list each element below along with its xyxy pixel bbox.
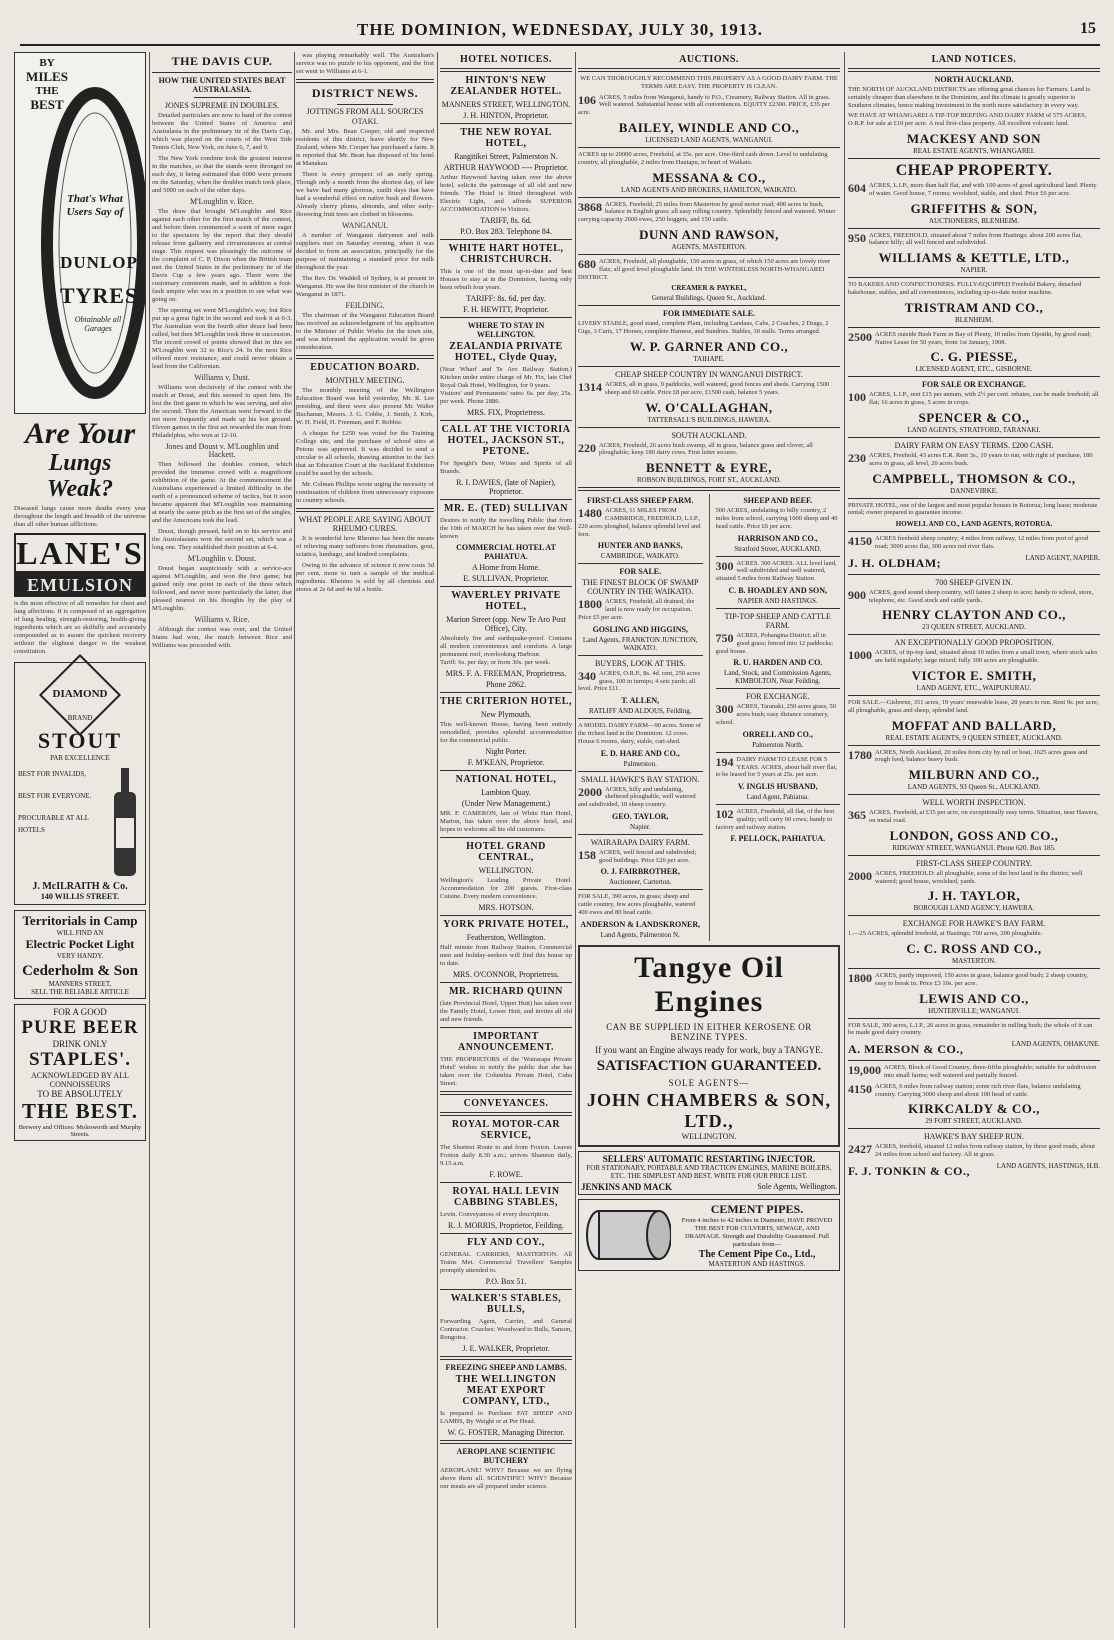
section-heading: CHEAP PROPERTY. — [895, 161, 1053, 179]
land-notices-heading: LAND NOTICES. — [931, 54, 1017, 65]
davis-cup-sub-1: HOW THE UNITED STATES BEAT AUSTRALASIA. — [158, 76, 286, 94]
column-district-news — [296, 52, 434, 1628]
paragraph: Detailed particulars are now to hand of the contest between the United States of America and Australasia in the preliminary tie of the Davis Cup, which was played on the courts of the West Side Tennis Club, New York, on June 6, 7, and 9. — [152, 112, 292, 151]
agent-name: LONDON, GOSS AND CO., — [889, 827, 1059, 843]
match-heading: M'Loughlin v. Doust. — [187, 554, 257, 563]
section-heading: NORTH AUCKLAND. — [934, 75, 1014, 84]
land-entry: PRIVATE HOTEL, one of the largest and most popular houses in Rotorua; long lease; moderate rental; owner prepared to guarantee income. — [848, 501, 1098, 517]
auction-subcolumn-right: SHEEP AND BEEF. 500 ACRES, undulating to hilly country, 2 miles from school, carrying 1000 sheep and 40 head cattle. Price £6 per acre. HARRISON AND CO., Stratford Street, AUCKLAND. 300 ACRES. 300 ACRES. ALL level land, well subdivided and well watered, situated 5 miles from Railway Station. C. B. HOADLEY AND SON, NAPIER AND HASTINGS. TIP-TOP SHEEP AND CATTLE FARM. 750 ACRES, Pohangina District; all in good grass; fenced into 12 paddocks; good house. R. U. HARDEN AND CO. Land, Stock, and Commission Agents, KIMBOLTON, Near Feilding. FOR EXCHANGE. 300 ACRES, Taranaki, 250 acres grass, 50 acres bush; easy distance creamery, school. ORRELL AND CO., Palmerston North. 194 DAIRY FARM TO LEASE FOR 5 YEARS. ACRES, about half river flat, to be leased for 5 years at 25s. per acre. V. INGLIS HUSBAND, Land Agent, Pahiatua. 102 ACRES, Freehold, all flat, of the best quality; will carry 60 cows; handy to factory and railway station. F. PELLOCK, PAHIATUA. — [716, 494, 841, 941]
column-auctions — [578, 52, 840, 1628]
land-entry: 230 ACRES, Freehold, 43 acres E.R. Rent 3s., 10 years to run, with right of purchase, 180 acres in grass, all level, 20 acres bush. — [848, 451, 1093, 467]
land-entry: FOR SALE.—Gisborne, 351 acres, 19 years' renewable lease, 28 years to run. Rent 9s. per acre; all ploughable, grass and sheep, splendid land. — [848, 698, 1099, 714]
column-adverts — [14, 52, 146, 1628]
paragraph: Williams won decisively of the contest with the match at Doust, and this seemed to upset him. He lost the first game in which he was serving, and also the second. Then the American went forward to the net more frequently and made up his lost ground. Eleven games in the first set rewarded the man from Philadelphia, who won at 12-10. — [152, 384, 292, 439]
agent-name: W. P. GARNER AND CO., — [629, 338, 789, 354]
land-entry: 1000 ACRES, of tip-top land, situated about 10 miles from a small town, where stock sales are held regularly; large mixed; fully 300 acres are ploughable. — [848, 649, 1098, 665]
agent-name: F. J. TONKIN & CO., — [848, 1164, 970, 1179]
district-news-heading: DISTRICT NEWS. — [311, 86, 419, 100]
agent-address: General Buildings, Queen St., Auckland. — [651, 294, 767, 303]
agent-address: TATTERSALL'S BUILDINGS, HAWERA. — [647, 415, 771, 424]
hotel-notice: IMPORTANT ANNOUNCEMENT. THE PROPRIETORS of the 'Wairarapa Private Hotel' wishes to notify the public that she has taken over the Columbia Private Hotel, Cuba Street. — [440, 1031, 572, 1087]
diamond-line-1: BEST FOR INVALIDS, — [18, 770, 87, 778]
auction-entry: 1314 ACRES, all in grass, 9 paddocks, well watered, good fences and sheds. Carrying 1500 sheep and 60 cattle. Price £8 per acre, £1500 cash, balance 5 years. — [578, 380, 830, 396]
tangye-guarantee: SATISFACTION GUARANTEED. — [596, 1057, 822, 1074]
paragraph: Doust began auspiciously with a service-ace against M'Loughlin, and won the first game; but gained only one point in each of the three which followed, and never more particularly the latter, that pleased nearest on his thoughts by the play of M'Loughlin. — [152, 565, 292, 612]
conveyance-notice: ROYAL MOTOR-CAR SERVICE, The Shortest Route to and from Foxton. Leaves Foxton daily 8.30 a.m.; arrives Shannon daily, 9.15 a.m. F. ROWE. — [440, 1119, 572, 1179]
staples-c: DRINK ONLY — [52, 1039, 108, 1049]
terr-very: VERY HANDY. — [56, 952, 104, 960]
agent-address: TAIHAPE. — [693, 354, 725, 363]
paragraph: The New York combine took the greatest interest in the matches, so that the stands were thronged on each day, it being estimated that 6000 were present on the Saturday, when the doubles match took place, and 5000 on each of the other days. — [152, 155, 292, 194]
dunlop-by: BY — [39, 57, 55, 69]
cement-pipes-ad: CEMENT PIPES. From 4 inches to 42 inches in Diameter, HAVE PROVED THE BEST FOR CULVERTS, SEWAGE, AND DRAINAGE. Strength and Durability Guaranteed. Full particulars from— The Cement Pipe Co., Ltd., MASTERTON AND HASTINGS. — [578, 1199, 840, 1271]
terr-sub: WILL FIND AN — [56, 929, 104, 937]
land-entry: 365 ACRES, Freehold, at £35 per acre, on exceptionally easy terms. Situation, near Hawera, on metal road. — [848, 809, 1099, 824]
land-entry: 1.—25 ACRES, splendid freehold, at Hastings; 700 acres, 200 ploughable. — [848, 930, 1043, 938]
agent-name: VICTOR E. SMITH, — [911, 667, 1037, 683]
land-entry: WE HAVE AT WHANGAREI A TIP-TOP BEEFING AND DAIRY FARM of 575 ACRES, O.R.P. for sale at £10 per acre. A real first-class property. All excellent volcanic land. — [848, 112, 1087, 128]
land-entry: 1780 ACRES, North Auckland, 20 miles from city by rail or boat, 1625 acres grass and rough feed, balance heavy bush. — [848, 748, 1088, 764]
lanes-heading-2: Lungs Weak? — [46, 450, 114, 502]
auction-entry: 2000 ACRES, hilly and undulating, sheltered ploughable, well watered and subdivided, 18 sheep country. — [578, 785, 696, 809]
diamond-line-2: BEST FOR EVERYONE. — [18, 792, 92, 800]
diamond-logo-icon — [39, 654, 121, 736]
column-land-notices: LAND NOTICES. NORTH AUCKLAND. THE NORTH OF AUCKLAND DISTRICTS are offering great chances for Farmers. Land is certainly cheaper than elsewhere in the Dominion, and the climate is greatly superior to Southern climates, hence making investment in the north more satisfactory in every way. WE HAVE AT WHANGAREI A TIP-TOP BEEFING AND DAIRY FARM of 575 ACRES, O.R.P. for sale at £10 per acre. A real first-class property. All excellent volcanic land. MACKESY AND SON REAL ESTATE AGENTS, WHANGAREI. CHEAP PROPERTY. 604 ACRES, L.I.P., more than half flat, and with 100 acres of good agricultural land. Plenty of water. Good house, 7 rooms; woolshed, stable, and shed. Price £6 per acre. GRIFFITHS & SON, AUCTIONEERS, BLENHEIM. 950 ACRES, FREEHOLD, situated about 7 miles from Hastings; about 200 acres flat, balance hilly; all well fenced and subdivided. WILLIAMS & KETTLE, LTD., NAPIER. TO BAKERS AND CONFECTIONERS. FULLY-EQUIPPED Freehold Bakery, detached bakehouse, stables, and all conveniences, including up-to-date motor machine. TRISTRAM AND CO., BLENHEIM. 2500 ACRES outside Bush Farm in Bay of Plenty, 10 miles from Opotiki, by good road; Native Lease for 50 years, from 1st January, 1908. C. G. PIESSE, LICENSED AGENT, ETC., GISBORNE. FOR SALE OR EXCHANGE. 100 ACRES, L.I.P., rent £15 per annum, with 2½ per cent. rebates, can be made freehold; all flat; 16 acres in grass, 5 acres in crops. SPENCER & CO., LAND AGENTS, STRATFORD, TARANAKI. DAIRY FARM ON EASY TERMS. £200 CASH. 230 ACRES, Freehold, 43 acres E.R. Rent 3s., 10 years to run, with right of purchase, 180 acres in grass, all level, 20 acres bush. CAMPBELL, THOMSON & CO., DANNEVIRKE. PRIVATE HOTEL, one of the largest and most popular houses in Rotorua; long lease; moderate rental; owner prepared to guarantee income. HOWELL AND CO., LAND AGENTS, ROTORUA. 4150 ACRES freehold sheep country; 4 miles from railway, 12 miles from port of good road; 3000 acres flat, 300 acres red river flats. J. H. OLDHAM; LAND AGENT, NAPIER. 700 SHEEP GIVEN IN. 900 ACRES, good sound sheep country, will fatten 2 sheep to acre; handy to school, store, telephone, etc. Good stock and cattle yards. HENRY CLAYTON AND CO., 23 QUEEN STREET, AUCKLAND. AN EXCEPTIONALLY GOOD PROPOSITION. 1000 ACRES, of tip-top land, situated about 10 miles from a small town, where stock sales are held regularly; large mixed; fully 300 acres are ploughable. VICTOR E. SMITH, LAND AGENT, ETC., WAIPUKURAU. FOR SALE.—Gisborne, 351 acres, 19 years' renewable lease, 28 years to run. Rent 9s. per acre; all ploughable, grass and sheep, splendid land. MOFFAT AND BALLARD, REAL ESTATE AGENTS, 9 QUEEN STREET, AUCKLAND. 1780 ACRES, North Auckland, 20 miles from city by rail or boat, 1625 acres grass and rough feed, balance heavy bush. MILBURN AND CO., LAND AGENTS, 93 Queen St., AUCKLAND. WELL WORTH INSPECTION. 365 ACRES, Freehold, at £35 per acre, on exceptionally easy terms. Situation, near Hawera, on metal road. LONDON, GOSS AND CO., RIDGWAY STREET, WANGANUI. Phone 620. Box 185. FIRST-CLASS SHEEP COUNTRY. 2000 ACRES, FREEHOLD: all ploughable, some of the best land in the district; well watered; good house, woolshed, yards. J. H. TAYLOR, BOROUGH LAND AGENCY, HAWERA. EXCHANGE FOR HAWKE'S BAY FARM. 1.—25 ACRES, splendid freehold, at Hastings; 700 acres, 200 ploughable. C. C. ROSS AND CO., MASTERTON. 1800 ACRES, partly improved, 150 acres in grass, balance good bush; 2 sheep country, easy to break in. Price £3 10s. per acre. LEWIS AND CO., HUNTERVILLE; WANGANUI. FOR SALE, 300 acres, L.I.P., 26 acres in grass, remainder in milling bush; the whole of it can be made good dairy country. A. MERSON & CO., LAND AGENTS, OHAKUNE. 19,000 ACRES, Block of Good Country, three-fifths ploughable; suitable for subdivision into small farms; well watered and partially fenced. 4150 ACRES, 6 miles from railway station; some rich river flats, balance undulating country. Carrying 3000 sheep and about 100 head of cattle. KIRKCALDY & CO., 29 FORT STREET, AUCKLAND. HAWKE'S BAY SHEEP RUN. 2427 ACRES, freehold, situated 12 miles from railway station, by three good roads, about 24 miles from school and factory. All in grass. F. J. TONKIN & CO., LAND AGENTS, HASTINGS, H.B. — [848, 54, 1100, 1179]
agent-address: LICENSED LAND AGENTS, WANGANUI. — [645, 135, 773, 144]
land-entry: 100 ACRES, L.I.P., rent £15 per annum, with 2½ per cent. rebates, can be made freehold; all flat; 16 acres in grass, 5 acres in crops. — [848, 391, 1099, 407]
paragraph: A number of Wanganui dairymen and milk suppliers met on Saturday evening, when it was decided to form an association, principally for the purpose of maintaining a standard price for milk throughout the year. — [296, 232, 434, 271]
tangye-city: WELLINGTON. — [681, 1131, 737, 1141]
hotel-notice: CALL AT THE VICTORIA HOTEL, JACKSON ST., PETONE. For Speight's Beer, Wines and Spirits of all Brands. R. I. DAVIES, (late of Napier), Proprietor. — [440, 424, 572, 496]
paragraph: The Rev. Dr. Waddell of Sydney, is at present in Wanganui. He was the first minister of the church in Wanganui in 1871. — [296, 275, 434, 298]
education-board-sub: MONTHLY MEETING. — [325, 376, 405, 385]
lanes-heading-1: Are Your — [24, 417, 136, 450]
land-entry: 19,000 ACRES, Block of Good Country, three-fifths ploughable; suitable for subdivision into small farms; well watered and partially fenced. — [848, 1064, 1097, 1080]
section-heading: AN EXCEPTIONALLY GOOD PROPOSITION. — [894, 638, 1054, 648]
auction-entry: LIVERY STABLE, good stand, complete Plant, including Landaus, Cabs, 2 Coaches, 2 Drags, 2 Gigs, 3 Carts, 17 Horses, complete Harness, and Sundries. Stables, 30 stalls. Terms arranged. — [578, 320, 829, 336]
paragraph: Owing to the advance of science it now costs 3d per cent, more to turn a sample of the medical ingredients. Rheumo is sold by all chemists and stores at 2s 6d and 4s 6d a bottle. — [296, 562, 434, 593]
agent-name: BENNETT & EYRE, — [645, 460, 773, 476]
lanes-emulsion: EMULSION — [14, 573, 146, 597]
hotel-notice: NATIONAL HOTEL, Lambton Quay. (Under New Management.) MR. F. CAMERON, late of White Hart Hotel, Marton, has taken over the above hotel, and hopes to welcome all his old customers. — [440, 774, 572, 833]
tangye-engines-ad — [578, 945, 840, 1147]
paragraph: was playing remarkably well. The Australian's service was no puzzle to his opponent, and the first set went to Williams at 6-1. — [296, 52, 434, 75]
agent-name: HENRY CLAYTON AND CO., — [882, 607, 1066, 623]
dunlop-ad — [14, 52, 146, 414]
dunlop-brand: DUNLOP — [60, 253, 138, 272]
column-rule — [575, 52, 576, 1628]
auction-entry: 1800 ACRES, Freehold, all drained, the land is now ready for occupation. Price £5 per acre. — [578, 598, 695, 621]
conveyance-notice: FLY AND COY., GENERAL CARRIERS, MASTERTON. All Trains Met. Commercial Travellers' Samples promptly attended to. P.O. Box 51. — [440, 1237, 572, 1286]
land-entry: 950 ACRES, FREEHOLD, situated about 7 miles from Hastings; about 200 acres flat, balance hilly; all well fenced and subdivided. — [848, 231, 1083, 247]
paragraph: Then followed the doubles contest, which provided the immense crowd with a magnificent exhibition of the game. At the commencement the Australians experienced a limited difficulty in the earth of a pronounced scheme of tactics, but it soon became apparent that M'Loughlin was maintaining at nearly the same pitch as the first set of the singles, and the Americans took the lead. — [152, 461, 292, 524]
pipe-icon — [581, 1205, 671, 1265]
section-heading: SOUTH AUCKLAND. — [671, 430, 747, 440]
staples-h: Brewery and Offices: Molesworth and Murphy Streets. — [18, 1124, 142, 1138]
land-entry: 2500 ACRES outside Bush Farm in Bay of Plenty, 10 miles from Opotiki, by good road; Native Lease for 50 years, from 1st January, 1908. — [848, 330, 1091, 346]
electric-light-ad — [14, 910, 146, 999]
paragraph: There is every prospect of an early spring. Though only a month from the shortest day, of late we have had many glorious, sunlit days that have had a wonderful effect on native bush and flowers. Already cherry plums, almonds, and other early-flowering fruit trees are clothed in blossoms. — [296, 171, 434, 218]
diamond-addr: 140 WILLIS STREET. — [40, 892, 120, 901]
auctions-heading: AUCTIONS. — [679, 54, 739, 65]
land-entry: 604 ACRES, L.I.P., more than half flat, and with 100 acres of good agricultural land. Plenty of water. Good house, 7 rooms; woolshed, stable, and shed. Price £6 per acre. — [848, 181, 1097, 197]
auction-entry: 220 ACRES, Freehold, 26 acres bush swamp, all in grass, balance grass and clover, all ploughable; keep 180 dairy cows. First letter secures. — [578, 441, 813, 457]
agent-name: SPENCER & CO., — [918, 409, 1030, 425]
auction-entry: 340 ACRES, O.R.P., 8s. 4d. rent, 250 acres grass, 100 in turnips; 4 sets yards; all level. Price £11. — [578, 669, 701, 693]
agent-name: BAILEY, WINDLE AND CO., — [618, 119, 800, 135]
auction-subcolumns — [578, 494, 840, 941]
column-davis-cup — [152, 52, 292, 1628]
paragraph: The monthly meeting of the Wellington Education Board was held yesterday, Mr. R. Lee presiding, and there were also present Mr. Walter Buchanan, Messrs. J. G. Cobbe, J. Smith, J. Kirk, W. H. Field, H. Freeman, and F. Robbie. — [296, 387, 434, 426]
agent-name: C. C. ROSS AND CO., — [906, 941, 1042, 957]
agent-name: KIRKCALDY & CO., — [908, 1101, 1040, 1117]
freezing-notice: FREEZING SHEEP AND LAMBS. THE WELLINGTON MEAT EXPORT COMPANY, LTD., Is prepared to Purchase FAT SHEEP AND LAMBS, By Weight or at Per Head. W. G. FOSTER, Managing Director. — [440, 1363, 572, 1437]
subcolumn-rule — [709, 494, 710, 941]
section-heading: FOR SALE OR EXCHANGE. — [921, 380, 1026, 390]
terr-firm: Cederholm & Son — [22, 963, 138, 979]
conveyances-heading: CONVEYANCES. — [463, 1098, 549, 1109]
agent-name: HOWELL AND CO., LAND AGENTS, ROTORUA. — [895, 520, 1053, 529]
hotel-notice: THE CRITERION HOTEL, New Plymouth. This well-known House, having been entirely remodelled, provides splendid accommodation for the commercial public. Night Porter. F. M'KEAN, Proprietor. — [440, 696, 572, 767]
section-heading: WELL WORTH INSPECTION. — [922, 798, 1026, 808]
land-entry: TO BAKERS AND CONFECTIONERS. FULLY-EQUIPPED Freehold Bakery, detached bakehouse, stables, and all conveniences, including up-to-date motor machine. — [848, 281, 1082, 296]
paragraph: Mr. and Mrs. Bean Cooper, old and respected residents of this district, leave shortly for New Zealand, where Mr. Cooper has purchased a farm. It is reported that Mr. Bean has disposed of his hotel at Manakau. — [296, 128, 434, 167]
dunlop-obtain: Obtainable all Garages — [74, 315, 122, 333]
auction-subcolumn-left: FIRST-CLASS SHEEP FARM. 1480 ACRES, 11 MILES FROM CAMBRIDGE, FREEHOLD, L.I.P., 220 acres ploughed, balance splendid level and fern. HUNTER AND BANKS, CAMBRIDGE, WAIKATO. FOR SALE. THE FINEST BLOCK OF SWAMP COUNTRY IN THE WAIKATO. 1800 ACRES, Freehold, all drained, the land is now ready for occupation. Price £5 per acre. GOSLING AND HIGGINS, Land Agents, FRANKTON JUNCTION, WAIKATO. BUYERS, LOOK AT THIS. 340 ACRES, O.R.P., 8s. 4d. rent, 250 acres grass, 100 in turnips; 4 sets yards; all level. Price £11. T. ALLEN, RATLIFF AND ALDOUS, Feilding. A MODEL DAIRY FARM—90 acres. Some of the richest land in the Dominion. 12 cows. House 6 rooms, dairy, stable, cart-shed. E. D. HARE AND CO., Palmerston. SMALL HAWKE'S BAY STATION. 2000 ACRES, hilly and undulating, sheltered ploughable, well watered and subdivided, 18 sheep country. GEO. TAYLOR, Napier. WAIRARAPA DAIRY FARM. 158 ACRES, well fenced and subdivided; good buildings. Price £26 per acre. O. J. FAIRBROTHER, Auctioneer, Carterton. FOR SALE, 390 acres, in grass; sheep and cattle country, few acres ploughable, watered 400 ewes and 80 head cattle. ANDERSON & LANDSKRONER, Land Agents, Palmerston N. — [578, 496, 702, 939]
terr-street: MANNERS STREET, — [48, 980, 112, 988]
agent-name: MILBURN AND CO., — [908, 767, 1040, 783]
land-entry: 2000 ACRES, FREEHOLD: all ploughable, some of the best land in the district; well watered; good house, woolshed, yards. — [848, 869, 1083, 885]
paragraph: A cheque for £250 was voted for the Training College site, and the purchase of school sites at Petone was approved. It was decided to send a circular to all schools, drawing attention to the fact that an Education Court at the Auckland Exhibition could be used by the schools. — [296, 430, 434, 477]
davis-cup-heading: THE DAVIS CUP. — [171, 54, 273, 68]
diamond-brand: BRAND — [67, 714, 93, 722]
district-news-sub: JOTTINGS FROM ALL SOURCES — [306, 107, 424, 116]
conveyance-notice: WALKER'S STABLES, BULLS, Forwarding Agent, Carrier, and General Contractor. Coaches: Woodward to Bulls, Sanson, Rongotea. J. E. WALKER, Proprietor. — [440, 1293, 572, 1353]
auction-entry: 750 ACRES, Pohangina District; all in good grass; fenced into 12 paddocks; good house. — [715, 631, 834, 655]
match-heading: Williams v. Rice. — [194, 615, 250, 624]
tyre-illustration — [15, 63, 145, 403]
diamond-par: PAR EXCELLENCE — [50, 754, 110, 762]
paragraph: The chairman of the Wanganui Education Board has received an acknowledgment of his application to the Minister of Public Works for the town site, and was informed the application would be given consideration. — [296, 312, 434, 351]
match-heading: Williams v. Dust. — [194, 373, 250, 382]
column-rule — [294, 52, 295, 1628]
hotel-notice: MR. E. (TED) SULLIVAN Desires to notify the travelling Public that from the 10th of MARCH he has taken over the Well-known COMMERCIAL HOTEL AT PAHIATUA. A Home from Home. E. SULLIVAN, Proprietor. — [440, 503, 572, 583]
auction-entry: 3868 ACRES, Freehold, 25 miles from Masterton by good motor road; 400 acres in bush, balance in English grass; all easy rolling country. Splendidly fenced and watered. Winter carrying capacity 2600 ewes, 250 hoggets, and 150 cattle. — [578, 200, 836, 224]
agent-name: MACKESY AND SON — [906, 130, 1042, 146]
dunlop-tagline: That's What Users Say of — [66, 193, 124, 218]
agent-name: MESSANA & CO., — [652, 169, 766, 185]
paragraph: Doust, though pressed, held on to his service and the Australasians won the second set, which was a long one. They established their position at 6-4. — [152, 528, 292, 551]
lanes-brand: LANE'S — [14, 533, 146, 573]
agent-name: LEWIS AND CO., — [919, 990, 1029, 1006]
match-heading: Jones and Doust v. M'Loughlin and Hackett. — [165, 442, 279, 459]
davis-cup-body — [152, 112, 292, 650]
agent-name: CREAMER & PAYKEL, — [671, 284, 747, 293]
aeroplane-butchery-notice: AEROPLANE SCIENTIFIC BUTCHERY AEROPLANE! WHY? Because we are flying above them all. SCIENTIFIC! WHY? Because our meats are all prepared under science. — [440, 1447, 572, 1490]
newspaper-title: THE DOMINION, WEDNESDAY, JULY 30, 1913. — [357, 20, 763, 39]
auction-entry: FOR SALE, 390 acres, in grass; sheep and cattle country, few acres ploughable, watered 400 ewes and 80 head cattle. — [578, 893, 696, 917]
auction-entry: A MODEL DAIRY FARM—90 acres. Some of the richest land in the Dominion. 12 cows. House 6 rooms, dairy, stable, cart-shed. — [578, 722, 702, 745]
auction-entry: 1480 ACRES, 11 MILES FROM CAMBRIDGE, FREEHOLD, L.I.P., 220 acres ploughed, balance splendid level and fern. — [578, 507, 701, 538]
match-heading: M'Loughlin v. Rice. — [189, 197, 255, 206]
land-entry: 4150 ACRES freehold sheep country; 4 miles from railway, 12 miles from port of good road; 3000 acres flat, 300 acres red river flats. — [848, 535, 1088, 550]
land-entry: 2427 ACRES, freehold, situated 12 miles from railway station, by three good roads, about 24 miles from school and factory. All in grass. — [848, 1143, 1095, 1159]
paragraph: It is wonderful how Rheumo has been the means of relieving many sufferers from rheumatism, gout, sciatica, lumbago, and kindred complaints. — [296, 535, 434, 558]
paragraph: The draw that brought M'Loughlin and Rice against each other for the first match of the contest, and before them commenced a scent of mere eager to the spectators by the report that they should release from gallantry and circumstances at central stage. This request was pleasingly the outcome of the complaint of C. P. Dixon when the British team met the United States in the preliminary tie of the Davis Cup a few years ago. There were the customary comments made, and in addition a foot-fault umpire who was in a position to see what was going on. — [152, 208, 292, 303]
tangye-title: Tangye Oil Engines — [634, 950, 784, 1018]
rheumo-heading: WHAT PEOPLE ARE SAYING ABOUT RHEUMO CURES. — [298, 515, 432, 533]
hotel-notice: HOTEL GRAND CENTRAL, WELLINGTON. Wellington's Leading Private Hotel. Accommodation for 200 guests. First-class Cuisine. Every modern convenience. MRS. HOTSON. — [440, 841, 572, 912]
diamond-agent: J. McILRAITH & Co. — [32, 881, 128, 892]
land-entry: THE NORTH OF AUCKLAND DISTRICTS are offering great chances for Farmers. Land is certainly cheaper than elsewhere in the Dominion, and the climate is greatly superior to Southern climates, hence making investment in the north more satisfactory in every way. — [848, 86, 1090, 109]
agent-name: A. MERSON & CO., — [848, 1042, 964, 1057]
tangye-types: CAN BE SUPPLIED IN EITHER KEROSENE OR BENZINE TYPES. — [606, 1021, 812, 1042]
section-heading: EXCHANGE FOR HAWKE'S BAY FARM. — [902, 919, 1046, 929]
land-entry: 4150 ACRES, 6 miles from railway station; some rich river flats, balance undulating country. Carrying 3000 sheep and about 100 head of cattle. — [848, 1082, 1081, 1098]
district-heading: OTAKI. — [351, 117, 379, 126]
agent-name: TRISTRAM AND CO., — [904, 299, 1044, 315]
hotel-notice: WHITE HART HOTEL, CHRISTCHURCH. This is one of the most up-to-date and best Houses to stay at in the Dominion, having only been rebuilt four years. TARIFF: 8s. 6d. per day. F. H. HEWITT, Proprietor. — [440, 243, 572, 314]
terr-product: Electric Pocket Light — [25, 937, 135, 951]
auction-intro: WE CAN THOROUGHLY RECOMMEND THIS PROPERTY AS A GOOD DAIRY FARM. THE TERMS ARE EASY. THE PROPERTY IS CLEAN. — [580, 75, 838, 90]
district-heading: FEILDING. — [345, 301, 385, 310]
paragraph: Mr. Colman Phillips wrote urging the necessity of continuation of children from unnecessary exposure in country schools. — [296, 481, 434, 504]
hotel-notice: MR. RICHARD QUINN (late Provincial Hotel, Upper Hutt) has taken over the Family Hotel, Lower Hutt, and invites all old and new friends. — [440, 986, 572, 1023]
land-entry: 1800 ACRES, partly improved, 150 acres in grass, balance good bush; 2 sheep country, easy to break in. Price £3 10s. per acre. — [848, 972, 1088, 987]
paragraph: Although the contest was over, and the United States had won, the match between Rice and Williams was proceeded with. — [152, 626, 292, 649]
land-entry: 900 ACRES, good sound sheep country, will fatten 2 sheep to acre; handy to school, store, telephone, etc. Good stock and cattle yards. — [848, 588, 1094, 604]
dunlop-miles: MILES — [26, 69, 68, 84]
district-heading: WANGANUI. — [342, 221, 388, 230]
column-rule — [149, 52, 150, 1628]
tangye-pitch: If you want an Engine always ready for work, buy a TANGYE. — [595, 1044, 823, 1055]
section-heading: CHEAP SHEEP COUNTRY IN WANGANUI DISTRICT. — [615, 369, 803, 379]
agent-name: DUNN AND RAWSON, — [639, 226, 779, 242]
dunlop-best: BEST — [30, 97, 64, 112]
diamond-name: DIAMOND — [52, 688, 108, 700]
agent-name: GRIFFITHS & SON, — [910, 200, 1038, 216]
auction-entry: 680 ACRES, Freehold, all ploughable, 150 acres in grass, of which 150 acres are lovely river flats; all good level ploughable land. IN THE WINTERLESS NORTH-WHANGAREI DISTRICT. — [578, 257, 831, 281]
lanes-ad — [14, 418, 146, 656]
staples-g: THE BEST. — [22, 1099, 138, 1123]
section-heading: 700 SHEEP GIVEN IN. — [935, 577, 1013, 587]
terr-heading: Territorials in Camp — [22, 913, 138, 928]
staples-f: TO BE ABSOLUTELY — [37, 1089, 123, 1099]
agent-name: MOFFAT AND BALLARD, — [891, 717, 1057, 733]
auction-entry: 194 DAIRY FARM TO LEASE FOR 5 YEARS. ACRES, about half river flat, to be leased for 5 years at 25s. per acre. — [715, 755, 837, 779]
hotel-notice: HINTON'S NEW ZEALANDER HOTEL. MANNERS STREET, WELLINGTON. J. H. HINTON, Proprietor. — [441, 75, 571, 120]
lanes-body: Diseased lungs cause more deaths every year throughout the length and breadth of the universe than all other human afflictions. — [14, 505, 146, 528]
tangye-sole-agents: SOLE AGENTS— — [668, 1077, 750, 1088]
agent-name: C. G. PIESSE, — [930, 349, 1018, 365]
hotel-notice: WAVERLEY PRIVATE HOTEL, Marion Street (opp. New Te Aro Post Office), City. Absolutely fire and earthquake-proof. Contains all modern conveniences and comforts. A large permanent roof, overlooking Harbour. Tariff: 6s. per day; or from 30s. per week. MRS. F. A. FREEMAN, Proprietress. Phone 2862. — [440, 590, 572, 689]
auction-entry: 158 ACRES, well fenced and subdivided; good buildings. Price £26 per acre. — [578, 848, 697, 864]
auction-entry: ACRES up to 20000 acres, Freehold, at 35s. per acre. One-third cash down. Level to undulating country, all ploughable, 2 miles from Hautapu, in heart of Waikato. — [578, 150, 828, 166]
auction-entry: 300 ACRES. 300 ACRES. ALL level land, well subdivided and well watered, situated 5 miles from Railway Station. — [715, 559, 837, 583]
auction-entry: 300 ACRES, Taranaki, 250 acres grass, 50 acres bush; easy distance creamery, school. — [715, 703, 836, 726]
agent-address: AGENTS, MASTERTON. — [671, 242, 747, 251]
hotel-notices-heading: HOTEL NOTICES. — [459, 54, 553, 65]
auction-entry: 102 ACRES, Freehold, all flat, of the best quality; will carry 60 cows; handy to factory and railway station. — [715, 808, 835, 831]
section-heading: FIRST-CLASS SHEEP COUNTRY. — [916, 858, 1032, 868]
bottle-icon — [108, 768, 142, 878]
agent-name: W. O'CALLAGHAN, — [645, 399, 773, 415]
dunlop-tyres: TYRES — [59, 283, 139, 308]
auction-entry: 500 ACRES, undulating to hilly country, 2 miles from school, carrying 1000 sheep and 40 head cattle. Price £6 per acre. — [715, 507, 838, 530]
education-board-heading: EDUCATION BOARD. — [310, 362, 420, 373]
masthead — [20, 18, 1100, 46]
hotel-notice: WHERE TO STAY IN WELLINGTON. ZEALANDIA PRIVATE HOTEL, Clyde Quay, (Near Wharf and Te Aro Railway Station.) Kitchen under entire charge of Mr. Fix, late Chef Royal Oak Hotel, Wellington, for 9 years. Visitors' and Permanents' rates: 6s. per day; 25s. per week. Phone 2886. MRS. FIX, Proprietress. — [440, 321, 572, 417]
section-heading: FOR IMMEDIATE SALE. — [662, 309, 756, 319]
land-entry: FOR SALE, 300 acres, L.I.P., 26 acres in grass, remainder in milling bush; the whole of it can be made good dairy country. — [848, 1021, 1093, 1037]
agent-address: LAND AGENTS AND BROKERS, HAMILTON, WAIKATO. — [621, 185, 797, 194]
agent-address: ROBSON BUILDINGS, FORT ST., AUCKLAND. — [636, 476, 781, 485]
terr-sell: SELL THE RELIABLE ARTICLE — [31, 988, 129, 996]
column-rule — [437, 52, 438, 1628]
staples-b: PURE BEER — [21, 1017, 139, 1038]
agent-name: J. H. OLDHAM; — [848, 555, 942, 570]
section-heading: HAWKE'S BAY SHEEP RUN. — [924, 1132, 1024, 1142]
staples-e: ACKNOWLEDGED BY ALL CONNOISSEURS — [31, 1071, 129, 1089]
page-number: 15 — [1080, 20, 1096, 37]
auction-entry: 106 ACRES, 5 miles from Wanganui, handy to P.O., Creamery, Railway Station. All in grass. Well watered. Substantial house with all conveniences. EQUITY £2300. PRICE, £35 per acre. — [578, 93, 831, 117]
column-hotel-notices — [440, 52, 572, 1628]
diamond-stout-ad — [14, 662, 146, 905]
diamond-stout: STOUT — [37, 728, 123, 753]
hotel-notice: YORK PRIVATE HOTEL, Featherston, Wellington. Half minute from Railway Station. Commercial men and holiday-seekers will find this house up to date. MRS. O'CONNOR, Proprietress. — [440, 919, 572, 979]
section-heading: DAIRY FARM ON EASY TERMS. £200 CASH. — [894, 440, 1054, 450]
tangye-agent-name: JOHN CHAMBERS & SON, LTD., — [586, 1089, 831, 1131]
staples-d: STAPLES'. — [28, 1049, 132, 1070]
hotel-notice: THE NEW ROYAL HOTEL, Rangitikei Street, Palmerston N. ARTHUR HAYWOOD ---- Proprietor. Arthur Haywood having taken over the above hotel, solicits the patronage of all old and new friends. The Hotel is fitted throughout with Electric Light, and affords SUPERIOR ACCOMMODATION to Visitors. TARIFF, 8s. 6d. P.O. Box 283. Telephone 84. — [440, 127, 572, 236]
paragraph: The opening set went M'Loughlin's way, but Rice put up a great fight in the second and took it at 6-3. The Australian won the fourth after deuce had been called, but then M'Loughlin took three in succession. The record crowd of points showed that in this set M'Loughlin won 32 to Rice's 24. In the next Rice offered more resistance, and could never obtain a lead from the Californian. — [152, 307, 292, 370]
staples-ad — [14, 1004, 146, 1141]
conveyance-notice: ROYAL HALL LEVIN CABBING STABLES, Levin. Conveyances of every description. R. J. MORRIS, Proprietor, Feilding. — [440, 1186, 564, 1230]
davis-cup-sub-2: JONES SUPREME IN DOUBLES. — [164, 101, 280, 110]
agent-name: J. H. TAYLOR, — [927, 888, 1021, 904]
column-rule — [844, 52, 845, 1628]
agent-name: CAMPBELL, THOMSON & CO., — [872, 470, 1076, 486]
agent-name: WILLIAMS & KETTLE, LTD., — [878, 250, 1070, 266]
diamond-line-3: PROCURABLE AT ALL HOTELS — [18, 814, 89, 834]
lanes-desc: is the most effective of all remedies for chest and lung affections. It is composed of an aggregation of lung healing, strength-restoring, health-giving ingredients which are so skilfully and accurately compounded as to assure the quickest recovery without the slightest danger to the weakest constitution. — [14, 600, 146, 655]
staples-a: FOR A GOOD — [53, 1007, 107, 1017]
dunlop-the: THE — [35, 85, 59, 97]
sellers-injector-ad: SELLERS' AUTOMATIC RESTARTING INJECTOR. FOR STATIONARY, PORTABLE AND TRACTION ENGINES, MARINE BOILERS, ETC. THE SIMPLEST AND BEST. WRITE FOR OUR PRICE LIST. JENKINS AND MACK Sole Agents, Wellington. — [578, 1151, 840, 1195]
